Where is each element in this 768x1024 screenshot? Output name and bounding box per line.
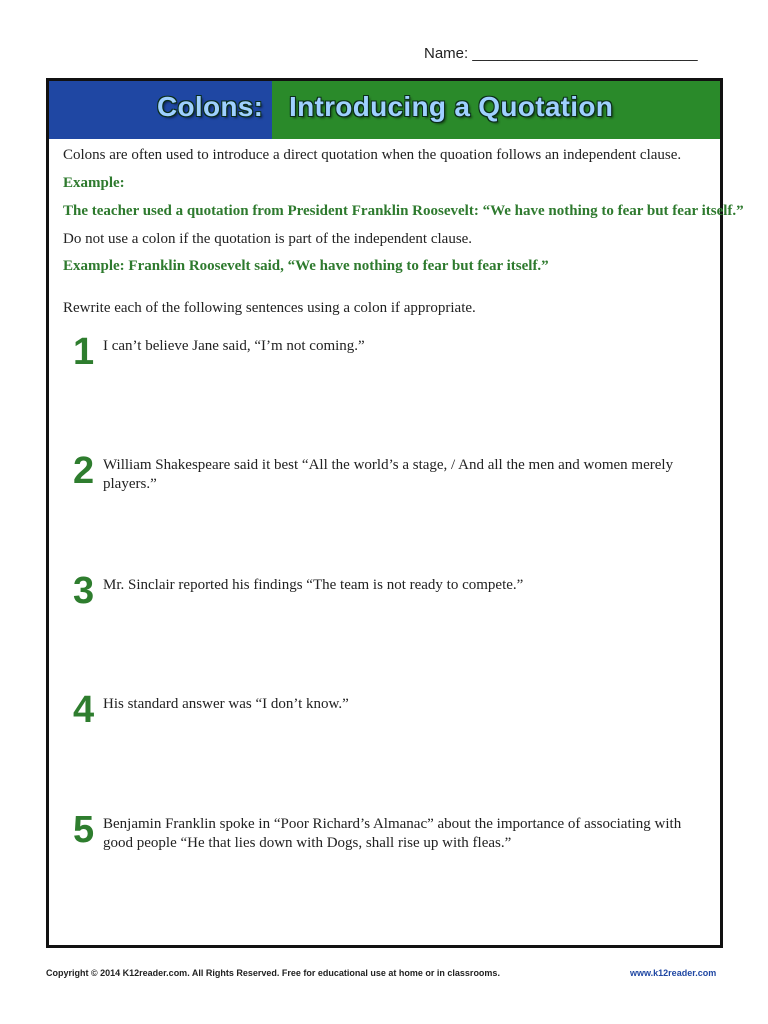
question-number: 4 bbox=[73, 689, 95, 731]
example-label: Example: bbox=[63, 175, 125, 191]
rule-text: Do not use a colon if the quotation is part of the independent clause. bbox=[63, 231, 473, 247]
question-number: 5 bbox=[73, 809, 95, 851]
example-sentence-2: Example: Franklin Roosevelt said, “We have nothing to fear but fear itself.” bbox=[63, 258, 549, 274]
worksheet-frame bbox=[46, 78, 744, 948]
question-text: Benjamin Franklin spoke in “Poor Richard’s Almanac” about the importance of associating with good people “He that lies down with Dogs, shall rise up with fleas.” bbox=[103, 816, 682, 851]
question-number: 3 bbox=[73, 570, 95, 612]
intro-text: Colons are often used to introduce a direct quotation when the quoation follows an independent clause. bbox=[63, 147, 682, 163]
title-banner bbox=[49, 81, 720, 139]
title-subject: Introducing a Quotation bbox=[289, 91, 614, 122]
instruction-text: Rewrite each of the following sentences using a colon if appropriate. bbox=[63, 300, 476, 316]
question-number: 1 bbox=[73, 331, 95, 373]
example-sentence-1: The teacher used a quotation from President Franklin Roosevelt: “We have nothing to fear but fear itself.” bbox=[63, 203, 744, 219]
name-field-label: Name: ___________________________ bbox=[424, 45, 698, 62]
website-link[interactable]: www.k12reader.com bbox=[630, 968, 717, 978]
question-text: William Shakespeare said it best “All the world’s a stage, / And all the men and women merely players.” bbox=[103, 457, 674, 492]
question-text: I can’t believe Jane said, “I’m not coming.” bbox=[103, 338, 365, 354]
question-text: Mr. Sinclair reported his findings “The team is not ready to compete.” bbox=[103, 577, 524, 593]
question-number: 2 bbox=[73, 450, 95, 492]
question-text: His standard answer was “I don’t know.” bbox=[103, 696, 349, 712]
title-colons: Colons: bbox=[157, 91, 264, 122]
copyright-notice: Copyright © 2014 K12reader.com. All Rights Reserved. Free for educational use at home or in classrooms. bbox=[46, 968, 500, 978]
